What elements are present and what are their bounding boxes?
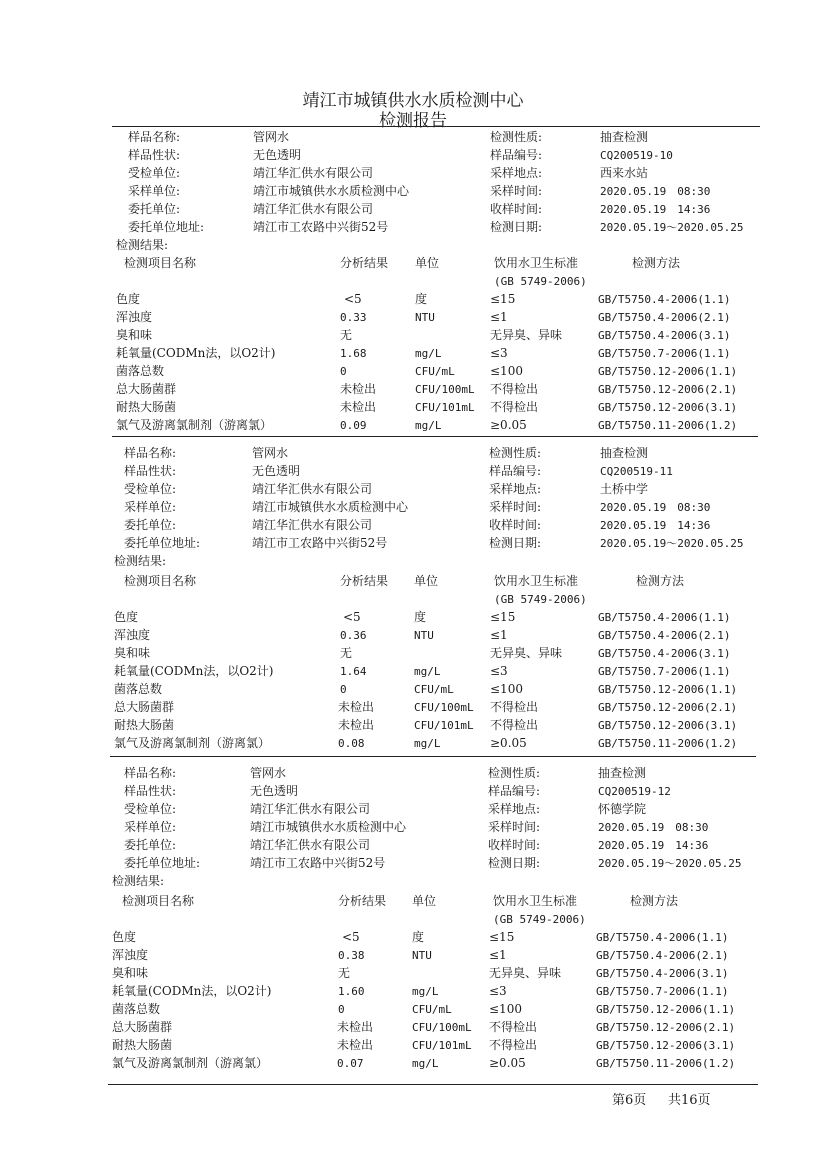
- row-result: 0.09: [340, 419, 367, 432]
- row-result: 无: [340, 646, 353, 660]
- row-item: 臭和味: [114, 646, 151, 660]
- row-result: <5: [343, 610, 361, 624]
- sample-no-label: 样品编号:: [488, 784, 541, 798]
- test-nature-value: 抽查检测: [598, 766, 647, 780]
- sample-property-label: 样品性状:: [124, 784, 177, 798]
- row-item: 色度: [112, 930, 137, 944]
- row-result: 0.08: [338, 737, 365, 750]
- row-item: 臭和味: [112, 966, 149, 980]
- row-item: 菌落总数: [112, 1002, 161, 1016]
- sampling-unit-value: 靖江市城镇供水水质检测中心: [252, 500, 409, 514]
- row-standard: ≤3: [490, 664, 508, 678]
- row-item: 浑浊度: [116, 310, 153, 324]
- sampling-site-value: 西来水站: [600, 166, 649, 180]
- row-method: GB/T5750.4-2006(1.1): [598, 293, 731, 306]
- row-unit: CFU/mL: [414, 683, 454, 696]
- row-standard: ≥0.05: [489, 1056, 526, 1070]
- row-item: 总大肠菌群: [114, 700, 175, 714]
- test-date-label: 检测日期:: [488, 856, 541, 870]
- row-standard: ≤15: [489, 930, 515, 944]
- client-unit-value: 靖江华汇供水有限公司: [250, 838, 371, 852]
- row-result: 0: [340, 683, 347, 696]
- row-item: 菌落总数: [114, 682, 163, 696]
- row-method: GB/T5750.12-2006(1.1): [598, 683, 738, 696]
- row-standard: 无异臭、异味: [490, 328, 563, 342]
- row-standard: ≤1: [489, 948, 507, 962]
- receive-time-label: 收样时间:: [490, 202, 543, 216]
- row-item: 浑浊度: [114, 628, 151, 642]
- row-item: 氯气及游离氯制剂（游离氯）: [114, 736, 271, 750]
- footer-divider: [108, 1084, 758, 1085]
- row-item: 菌落总数: [116, 364, 165, 378]
- row-standard: ≤15: [490, 610, 516, 624]
- row-unit: mg/L: [415, 419, 442, 432]
- results-heading: 检测结果:: [116, 238, 169, 252]
- col-header-item: 检测项目名称: [122, 894, 195, 908]
- row-unit: CFU/100mL: [412, 1021, 472, 1034]
- row-method: GB/T5750.4-2006(1.1): [598, 611, 731, 624]
- row-result: 未检出: [340, 382, 377, 396]
- row-standard: 无异臭、异味: [490, 646, 563, 660]
- test-date-value: 2020.05.19～2020.05.25: [600, 221, 744, 234]
- row-unit: mg/L: [412, 1057, 439, 1070]
- sampling-time-value: 2020.05.19 08:30: [598, 821, 709, 834]
- col-header-standard-ref: (GB 5749-2006): [494, 593, 587, 606]
- row-method: GB/T5750.4-2006(3.1): [598, 329, 731, 342]
- col-header-method: 检测方法: [636, 574, 685, 588]
- sample-no-value: CQ200519-10: [600, 149, 673, 162]
- client-unit-value: 靖江华汇供水有限公司: [252, 518, 373, 532]
- row-unit: NTU: [412, 949, 432, 962]
- row-method: GB/T5750.12-2006(3.1): [596, 1039, 736, 1052]
- row-method: GB/T5750.4-2006(2.1): [598, 311, 731, 324]
- row-standard: ≥0.05: [490, 418, 527, 432]
- row-unit: 度: [412, 930, 425, 944]
- sampling-unit-label: 采样单位:: [124, 500, 177, 514]
- report-title: 检测报告: [379, 111, 447, 131]
- row-unit: 度: [414, 610, 427, 624]
- row-unit: NTU: [414, 629, 434, 642]
- sample-section: [0, 443, 826, 763]
- test-date-label: 检测日期:: [490, 220, 543, 234]
- test-date-value: 2020.05.19～2020.05.25: [598, 857, 742, 870]
- row-method: GB/T5750.12-2006(3.1): [598, 719, 738, 732]
- row-standard: ≤1: [490, 628, 508, 642]
- sample-name-label: 样品名称:: [124, 766, 177, 780]
- row-method: GB/T5750.12-2006(3.1): [598, 401, 738, 414]
- row-method: GB/T5750.4-2006(3.1): [596, 967, 729, 980]
- sample-property-value: 无色透明: [253, 148, 302, 162]
- row-item: 总大肠菌群: [112, 1020, 173, 1034]
- row-unit: CFU/101mL: [412, 1039, 472, 1052]
- inspected-unit-label: 受检单位:: [124, 802, 177, 816]
- row-method: GB/T5750.4-2006(2.1): [598, 629, 731, 642]
- inspected-unit-label: 受检单位:: [124, 482, 177, 496]
- sample-property-value: 无色透明: [250, 784, 299, 798]
- sampling-site-label: 采样地点:: [488, 802, 541, 816]
- row-method: GB/T5750.12-2006(1.1): [598, 365, 738, 378]
- row-result: 未检出: [338, 718, 375, 732]
- row-item: 浑浊度: [112, 948, 149, 962]
- test-date-value: 2020.05.19～2020.05.25: [600, 537, 744, 550]
- col-header-result: 分析结果: [340, 256, 389, 270]
- test-nature-label: 检测性质:: [490, 130, 543, 144]
- results-heading: 检测结果:: [112, 874, 165, 888]
- row-result: 1.68: [340, 347, 367, 360]
- row-result: 未检出: [337, 1020, 374, 1034]
- sample-name-label: 样品名称:: [124, 446, 177, 460]
- sampling-time-label: 采样时间:: [488, 820, 541, 834]
- row-item: 臭和味: [116, 328, 153, 342]
- receive-time-value: 2020.05.19 14:36: [600, 519, 711, 532]
- row-unit: CFU/101mL: [414, 719, 474, 732]
- row-unit: CFU/101mL: [415, 401, 475, 414]
- row-method: GB/T5750.7-2006(1.1): [598, 347, 731, 360]
- sample-section: [0, 763, 826, 1083]
- client-address-value: 靖江市工农路中兴街52号: [253, 220, 389, 234]
- row-method: GB/T5750.12-2006(2.1): [598, 383, 738, 396]
- sample-name-value: 管网水: [253, 130, 290, 144]
- row-item: 耗氧量(CODMn法，以O2计): [116, 346, 276, 360]
- sample-section: [0, 127, 826, 447]
- row-method: GB/T5750.4-2006(2.1): [596, 949, 729, 962]
- row-result: <5: [342, 930, 360, 944]
- row-unit: CFU/mL: [415, 365, 455, 378]
- row-unit: mg/L: [414, 737, 441, 750]
- col-header-unit: 单位: [415, 256, 440, 270]
- row-standard: 不得检出: [489, 1038, 538, 1052]
- col-header-unit: 单位: [414, 574, 439, 588]
- row-standard: ≤100: [490, 682, 523, 696]
- receive-time-label: 收样时间:: [488, 838, 541, 852]
- col-header-standard: 饮用水卫生标准: [494, 574, 579, 588]
- row-method: GB/T5750.12-2006(2.1): [596, 1021, 736, 1034]
- col-header-item: 检测项目名称: [124, 256, 197, 270]
- row-result: 未检出: [340, 400, 377, 414]
- client-address-value: 靖江市工农路中兴街52号: [252, 536, 388, 550]
- col-header-result: 分析结果: [338, 894, 387, 908]
- row-result: 无: [340, 328, 353, 342]
- row-standard: ≤100: [490, 364, 523, 378]
- row-result: 0.07: [337, 1057, 364, 1070]
- sample-property-label: 样品性状:: [124, 464, 177, 478]
- client-unit-value: 靖江华汇供水有限公司: [253, 202, 374, 216]
- row-unit: CFU/100mL: [415, 383, 475, 396]
- row-result: 未检出: [338, 700, 375, 714]
- row-item: 耐热大肠菌: [112, 1038, 173, 1052]
- results-heading: 检测结果:: [114, 554, 167, 568]
- row-standard: ≤100: [489, 1002, 522, 1016]
- sample-no-value: CQ200519-12: [598, 785, 671, 798]
- inspected-unit-label: 受检单位:: [128, 166, 181, 180]
- row-standard: 不得检出: [490, 700, 539, 714]
- sample-no-label: 样品编号:: [490, 148, 543, 162]
- row-method: GB/T5750.4-2006(1.1): [596, 931, 729, 944]
- receive-time-value: 2020.05.19 14:36: [598, 839, 709, 852]
- row-item: 耗氧量(CODMn法，以O2计): [114, 664, 274, 678]
- row-standard: 不得检出: [490, 382, 539, 396]
- col-header-method: 检测方法: [630, 894, 679, 908]
- inspected-unit-value: 靖江华汇供水有限公司: [252, 482, 373, 496]
- col-header-item: 检测项目名称: [124, 574, 197, 588]
- sampling-site-label: 采样地点:: [490, 166, 543, 180]
- row-unit: mg/L: [414, 665, 441, 678]
- col-header-standard-ref: (GB 5749-2006): [494, 275, 587, 288]
- row-item: 氯气及游离氯制剂（游离氯）: [116, 418, 273, 432]
- col-header-unit: 单位: [412, 894, 437, 908]
- report-org-title: 靖江市城镇供水水质检测中心: [302, 91, 524, 111]
- row-result: 0.33: [340, 311, 367, 324]
- section-divider: [110, 756, 756, 757]
- page-number: 第6页: [612, 1093, 647, 1108]
- sampling-time-value: 2020.05.19 08:30: [600, 501, 711, 514]
- row-item: 总大肠菌群: [116, 382, 177, 396]
- sampling-unit-value: 靖江市城镇供水水质检测中心: [250, 820, 407, 834]
- row-method: GB/T5750.11-2006(1.2): [596, 1057, 736, 1070]
- test-nature-value: 抽查检测: [600, 130, 649, 144]
- row-unit: CFU/mL: [412, 1003, 452, 1016]
- row-standard: 无异臭、异味: [489, 966, 562, 980]
- receive-time-value: 2020.05.19 14:36: [600, 203, 711, 216]
- sample-no-label: 样品编号:: [489, 464, 542, 478]
- row-result: 0.36: [340, 629, 367, 642]
- sampling-unit-label: 采样单位:: [128, 184, 181, 198]
- page-total: 共16页: [668, 1093, 711, 1108]
- sample-property-value: 无色透明: [252, 464, 301, 478]
- row-unit: NTU: [415, 311, 435, 324]
- row-method: GB/T5750.7-2006(1.1): [598, 665, 731, 678]
- row-standard: ≥0.05: [490, 736, 527, 750]
- row-standard: 不得检出: [489, 1020, 538, 1034]
- sampling-site-value: 土桥中学: [600, 482, 649, 496]
- section-divider: [112, 436, 758, 437]
- row-item: 耐热大肠菌: [116, 400, 177, 414]
- col-header-result: 分析结果: [340, 574, 389, 588]
- row-standard: 不得检出: [490, 400, 539, 414]
- sample-name-label: 样品名称:: [128, 130, 181, 144]
- row-item: 耐热大肠菌: [114, 718, 175, 732]
- row-result: 0.38: [338, 949, 365, 962]
- client-unit-label: 委托单位:: [124, 518, 177, 532]
- row-item: 氯气及游离氯制剂（游离氯）: [112, 1056, 269, 1070]
- row-result: <5: [344, 292, 362, 306]
- test-nature-label: 检测性质:: [488, 766, 541, 780]
- row-method: GB/T5750.12-2006(2.1): [598, 701, 738, 714]
- col-header-standard: 饮用水卫生标准: [493, 894, 578, 908]
- client-address-value: 靖江市工农路中兴街52号: [250, 856, 386, 870]
- row-method: GB/T5750.11-2006(1.2): [598, 419, 738, 432]
- row-unit: mg/L: [412, 985, 439, 998]
- client-address-label: 委托单位地址:: [128, 220, 205, 234]
- row-standard: ≤1: [490, 310, 508, 324]
- test-date-label: 检测日期:: [489, 536, 542, 550]
- row-item: 色度: [116, 292, 141, 306]
- sampling-time-label: 采样时间:: [489, 500, 542, 514]
- row-standard: 不得检出: [490, 718, 539, 732]
- client-address-label: 委托单位地址:: [124, 856, 201, 870]
- sampling-unit-value: 靖江市城镇供水水质检测中心: [253, 184, 410, 198]
- row-result: 0: [340, 365, 347, 378]
- row-result: 1.60: [338, 985, 365, 998]
- row-method: GB/T5750.7-2006(1.1): [596, 985, 729, 998]
- row-unit: 度: [415, 292, 428, 306]
- row-item: 色度: [114, 610, 139, 624]
- test-nature-label: 检测性质:: [489, 446, 542, 460]
- col-header-standard: 饮用水卫生标准: [494, 256, 579, 270]
- receive-time-label: 收样时间:: [489, 518, 542, 532]
- client-unit-label: 委托单位:: [128, 202, 181, 216]
- row-standard: ≤3: [489, 984, 507, 998]
- col-header-standard-ref: (GB 5749-2006): [493, 913, 586, 926]
- client-unit-label: 委托单位:: [124, 838, 177, 852]
- sample-name-value: 管网水: [250, 766, 287, 780]
- row-result: 0: [338, 1003, 345, 1016]
- row-result: 未检出: [337, 1038, 374, 1052]
- row-item: 耗氧量(CODMn法，以O2计): [112, 984, 272, 998]
- sample-no-value: CQ200519-11: [600, 465, 673, 478]
- row-unit: CFU/100mL: [414, 701, 474, 714]
- row-method: GB/T5750.12-2006(1.1): [596, 1003, 736, 1016]
- sampling-site-label: 采样地点:: [489, 482, 542, 496]
- sampling-site-value: 怀德学院: [598, 802, 647, 816]
- row-method: GB/T5750.11-2006(1.2): [598, 737, 738, 750]
- sampling-time-value: 2020.05.19 08:30: [600, 185, 711, 198]
- row-standard: ≤3: [490, 346, 508, 360]
- inspected-unit-value: 靖江华汇供水有限公司: [253, 166, 374, 180]
- sampling-unit-label: 采样单位:: [124, 820, 177, 834]
- inspected-unit-value: 靖江华汇供水有限公司: [250, 802, 371, 816]
- col-header-method: 检测方法: [632, 256, 681, 270]
- row-unit: mg/L: [415, 347, 442, 360]
- sample-property-label: 样品性状:: [128, 148, 181, 162]
- client-address-label: 委托单位地址:: [124, 536, 201, 550]
- sampling-time-label: 采样时间:: [490, 184, 543, 198]
- row-result: 1.64: [340, 665, 367, 678]
- row-standard: ≤15: [490, 292, 516, 306]
- sample-name-value: 管网水: [252, 446, 289, 460]
- row-result: 无: [338, 966, 351, 980]
- row-method: GB/T5750.4-2006(3.1): [598, 647, 731, 660]
- test-nature-value: 抽查检测: [600, 446, 649, 460]
